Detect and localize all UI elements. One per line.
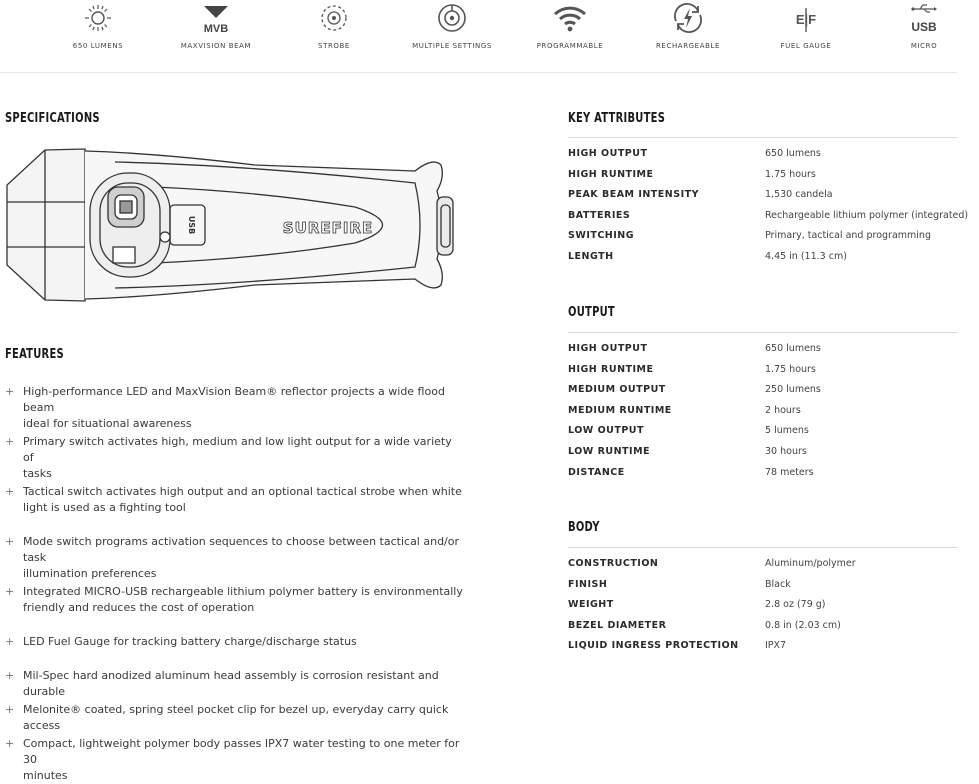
- feature-text-line: friendly and reduces the cost of operation: [23, 601, 255, 614]
- spec-row: [568, 597, 957, 618]
- plus-icon: +: [5, 703, 15, 716]
- plus-icon: +: [5, 669, 15, 682]
- spec-row: [568, 638, 957, 659]
- feature-item: [5, 634, 357, 650]
- spec-key: BEZEL DIAMETER: [568, 619, 667, 631]
- spec-key: FINISH: [568, 578, 608, 590]
- plus-icon: +: [5, 485, 15, 498]
- feature-item: [5, 384, 465, 432]
- feature-text-line: LED Fuel Gauge for tracking battery charge/discharge status: [23, 635, 357, 648]
- spec-key: LOW OUTPUT: [568, 425, 645, 437]
- feature-item: [5, 702, 465, 734]
- spec-row: [568, 187, 957, 208]
- icon-cell-programmable: [515, 0, 625, 72]
- spec-key: WEIGHT: [568, 599, 614, 611]
- svg-text:USB: USB: [911, 20, 937, 34]
- icon-label: MICRO: [910, 42, 938, 50]
- feature-icon-strip: [0, 0, 957, 73]
- rechargeable-icon: [671, 2, 705, 36]
- plus-icon: +: [5, 435, 15, 448]
- icon-cell-usb: [869, 0, 979, 72]
- spec-value: 2.8 oz (79 g): [765, 599, 826, 611]
- spec-key: MEDIUM RUNTIME: [568, 404, 672, 416]
- spec-key: BATTERIES: [568, 209, 631, 221]
- spec-value: 250 lumens: [765, 384, 821, 396]
- feature-text-line: minutes: [23, 769, 68, 782]
- icon-cell-fuel-gauge: [751, 0, 861, 72]
- feature-text-line: Primary switch activates high, medium and low light output for a wide variety of: [23, 435, 452, 464]
- features-title: FEATURES: [5, 347, 64, 362]
- spec-key: LENGTH: [568, 250, 614, 262]
- feature-text-line: Integrated MICRO-USB rechargeable lithium polymer battery is environmentally: [23, 585, 463, 598]
- feature-text-line: ideal for situational awareness: [23, 417, 192, 430]
- spec-row: [568, 403, 957, 424]
- spec-row: [568, 465, 957, 486]
- spec-row: [568, 228, 957, 249]
- plus-icon: +: [5, 535, 15, 548]
- icon-cell-settings: [397, 0, 507, 72]
- section-divider: [568, 137, 957, 138]
- spec-value: 650 lumens: [765, 148, 821, 159]
- wifi-icon: [553, 2, 587, 36]
- spec-key: CONSTRUCTION: [568, 558, 659, 569]
- feature-item: [5, 534, 465, 582]
- spec-value: Black: [765, 578, 791, 590]
- section-divider: [568, 547, 957, 548]
- feature-text-line: illumination preferences: [23, 567, 157, 580]
- spec-row: [568, 577, 957, 598]
- icon-label: FUEL GAUGE: [780, 42, 832, 50]
- fuel-gauge-icon: [789, 2, 823, 36]
- spec-row: [568, 341, 957, 362]
- feature-text-line: tasks: [23, 467, 52, 480]
- icon-cell-mvb: [161, 0, 271, 72]
- feature-item: [5, 736, 465, 784]
- spec-value: 650 lumens: [765, 343, 821, 354]
- spec-value: 30 hours: [765, 445, 807, 457]
- mvb-icon: [199, 2, 233, 36]
- spec-value: Primary, tactical and programming: [765, 230, 931, 242]
- spec-value: 1,530 candela: [765, 189, 833, 201]
- icon-cell-rechargeable: [633, 0, 743, 72]
- spec-value: 0.8 in (2.03 cm): [765, 619, 841, 631]
- spec-key: PEAK BEAM INTENSITY: [568, 189, 699, 201]
- icon-label: PROGRAMMABLE: [536, 42, 604, 50]
- svg-text:E|F: E|F: [795, 12, 817, 27]
- plus-icon: +: [5, 385, 15, 398]
- icon-cell-strobe: [279, 0, 389, 72]
- body-title: BODY: [568, 520, 600, 535]
- feature-text-line: Mode switch programs activation sequences to choose between tactical and/or task: [23, 535, 460, 564]
- spec-value: Aluminum/polymer: [765, 558, 856, 569]
- spec-key: LOW RUNTIME: [568, 445, 651, 457]
- spec-row: [568, 208, 969, 229]
- spec-value: 4.45 in (11.3 cm): [765, 250, 847, 262]
- icon-label: MULTIPLE SETTINGS: [412, 42, 492, 50]
- icon-label: MAXVISION BEAM: [180, 42, 252, 50]
- feature-text-line: light is used as a fighting tool: [23, 501, 186, 514]
- product-drawing: [5, 147, 457, 303]
- key-attributes-title: KEY ATTRIBUTES: [568, 111, 666, 126]
- spec-row: [568, 423, 957, 444]
- output-title: OUTPUT: [568, 305, 615, 320]
- feature-item: [5, 434, 465, 482]
- spec-value: 5 lumens: [765, 425, 809, 437]
- spec-row: [568, 556, 957, 577]
- icon-label: STROBE: [318, 42, 350, 50]
- spec-key: LIQUID INGRESS PROTECTION: [568, 640, 739, 652]
- plus-icon: +: [5, 635, 15, 648]
- section-divider: [568, 332, 957, 333]
- specifications-title: SPECIFICATIONS: [5, 111, 100, 126]
- feature-item: [5, 484, 462, 516]
- strobe-icon: [317, 2, 351, 36]
- spec-value: 1.75 hours: [765, 168, 816, 180]
- svg-text:MVB: MVB: [203, 23, 229, 35]
- sun-icon: [81, 2, 115, 36]
- spec-row: [568, 146, 957, 167]
- spec-row: [568, 444, 957, 465]
- plus-icon: +: [5, 585, 15, 598]
- multiple-settings-icon: [435, 2, 469, 36]
- usb-icon: [907, 2, 941, 36]
- spec-key: HIGH OUTPUT: [568, 343, 648, 354]
- spec-key: HIGH RUNTIME: [568, 168, 654, 180]
- icon-label: RECHARGEABLE: [655, 42, 721, 50]
- brand-logo: SUREFIRE: [282, 219, 374, 237]
- spec-row: [568, 167, 957, 188]
- spec-row: [568, 249, 957, 270]
- output-table: [568, 332, 957, 485]
- spec-value: IPX7: [765, 640, 787, 652]
- feature-text-line: Compact, lightweight polymer body passes IPX7 water testing to one meter for 30: [23, 737, 460, 766]
- feature-text-line: Tactical switch activates high output and an optional tactical strobe when white: [23, 485, 462, 498]
- key-attributes-table: [568, 137, 969, 270]
- spec-key: HIGH OUTPUT: [568, 148, 648, 159]
- spec-value: Rechargeable lithium polymer (integrated): [765, 209, 969, 221]
- spec-value: 2 hours: [765, 404, 801, 416]
- spec-value: 78 meters: [765, 466, 814, 478]
- spec-key: MEDIUM OUTPUT: [568, 384, 666, 396]
- feature-text-line: Mil-Spec hard anodized aluminum head assembly is corrosion resistant and durable: [23, 669, 439, 698]
- icon-cell-lumens: [43, 0, 153, 72]
- port-label: USB: [187, 215, 196, 235]
- feature-text-line: High-performance LED and MaxVision Beam® reflector projects a wide flood beam: [23, 385, 445, 414]
- spec-key: HIGH RUNTIME: [568, 363, 654, 375]
- spec-key: DISTANCE: [568, 466, 625, 478]
- spec-row: [568, 618, 957, 639]
- spec-row: [568, 362, 957, 383]
- icon-label: 650 LUMENS: [72, 42, 124, 50]
- spec-value: 1.75 hours: [765, 363, 816, 375]
- spec-row: [568, 382, 957, 403]
- body-table: [568, 547, 957, 659]
- feature-item: [5, 584, 463, 616]
- feature-item: [5, 668, 465, 700]
- feature-text-line: Melonite® coated, spring steel pocket clip for bezel up, everyday carry quick access: [23, 703, 449, 732]
- plus-icon: +: [5, 737, 15, 750]
- spec-key: SWITCHING: [568, 230, 635, 242]
